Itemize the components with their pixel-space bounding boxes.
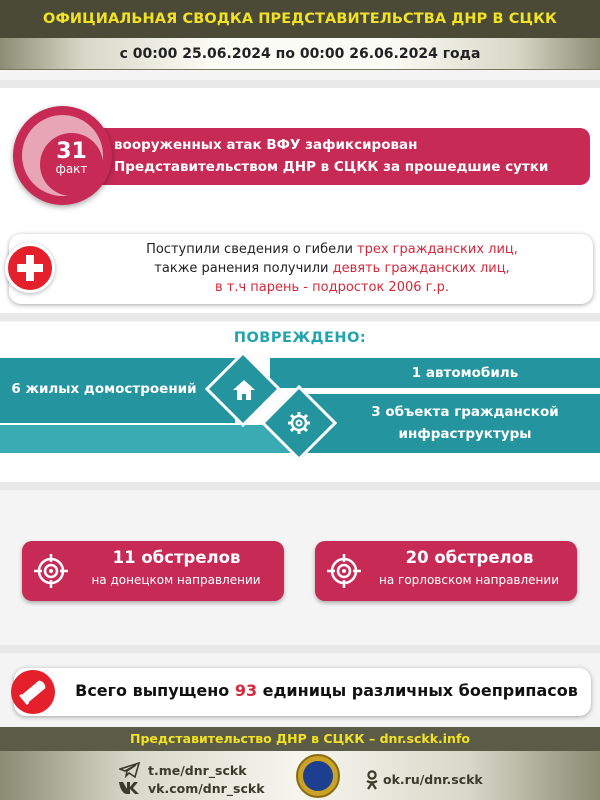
shelling-count: 20 обстрелов xyxy=(405,548,534,567)
dead-count: трех гражданских лиц, xyxy=(357,242,518,257)
house-icon xyxy=(230,376,258,404)
casualties-text xyxy=(79,240,585,297)
attacks-line-2: Представительством ДНР в СЦКК за прошедшие сутки xyxy=(114,159,549,175)
ammo-icon xyxy=(11,670,55,714)
vk-icon xyxy=(118,781,142,795)
odnoklassniki-icon xyxy=(365,770,379,790)
attacks-count-badge xyxy=(13,106,112,205)
casualties-line-1: Поступили сведения о гибели xyxy=(146,242,358,257)
infra-line-2: инфраструктуры xyxy=(398,426,532,442)
first-aid-cross-icon xyxy=(5,243,55,293)
separator xyxy=(0,482,600,490)
gear-icon xyxy=(285,409,313,437)
band-accent xyxy=(0,425,300,453)
wounded-count: девять гражданских лиц, xyxy=(332,261,510,276)
casualties-card xyxy=(9,234,593,304)
telegram-icon xyxy=(119,762,141,778)
separator xyxy=(0,80,600,88)
attacks-unit: факт xyxy=(55,162,88,176)
separator xyxy=(0,313,600,321)
ammo-total-value: 93 xyxy=(234,681,258,700)
ammo-total-card xyxy=(14,668,591,716)
houses-damaged: 6 жилых домостроений xyxy=(11,381,197,397)
vk-link[interactable]: vk.com/dnr_sckk xyxy=(148,781,265,796)
footer-org: Представительство ДНР в СЦКК – dnr.sckk.info xyxy=(0,727,600,751)
damage-title: ПОВРЕЖДЕНО: xyxy=(233,330,367,346)
cars-damaged: 1 автомобиль xyxy=(411,365,519,381)
emblem-icon xyxy=(296,754,340,798)
attacks-text xyxy=(114,134,548,178)
attacks-banner xyxy=(66,128,590,185)
period-text: с 00:00 25.06.2024 по 00:00 26.06.2024 года xyxy=(119,45,481,62)
target-icon xyxy=(34,554,68,588)
ammo-total-text: Всего выпущено 93 единицы различных боеприпасов xyxy=(75,681,578,700)
shelling-count: 11 обстрелов xyxy=(112,548,241,567)
header-title-bar xyxy=(0,0,600,38)
telegram-link[interactable]: t.me/dnr_sckk xyxy=(148,763,247,778)
shelling-gorlovka-card xyxy=(315,541,577,601)
casualties-line-3: в т.ч парень - подросток 2006 г.р. xyxy=(214,280,449,295)
target-icon xyxy=(327,554,361,588)
casualties-line-2: также ранения получили xyxy=(154,261,333,276)
infra-damaged xyxy=(330,401,600,445)
ok-link[interactable]: ok.ru/dnr.sckk xyxy=(383,772,483,787)
separator xyxy=(0,645,600,653)
attacks-count: 31 xyxy=(56,139,87,164)
shelling-donetsk-card xyxy=(22,541,284,601)
attacks-line-1: вооруженных атак ВФУ зафиксирован xyxy=(114,137,418,153)
shelling-direction: на горловском направлении xyxy=(379,573,559,587)
header-title: ОФИЦИАЛЬНАЯ СВОДКА ПРЕДСТАВИТЕЛЬСТВА ДНР В СЦКК xyxy=(43,11,557,27)
period-bar xyxy=(0,38,600,70)
shelling-direction: на донецком направлении xyxy=(91,573,261,587)
infra-line-1: 3 объекта гражданской xyxy=(371,404,559,420)
